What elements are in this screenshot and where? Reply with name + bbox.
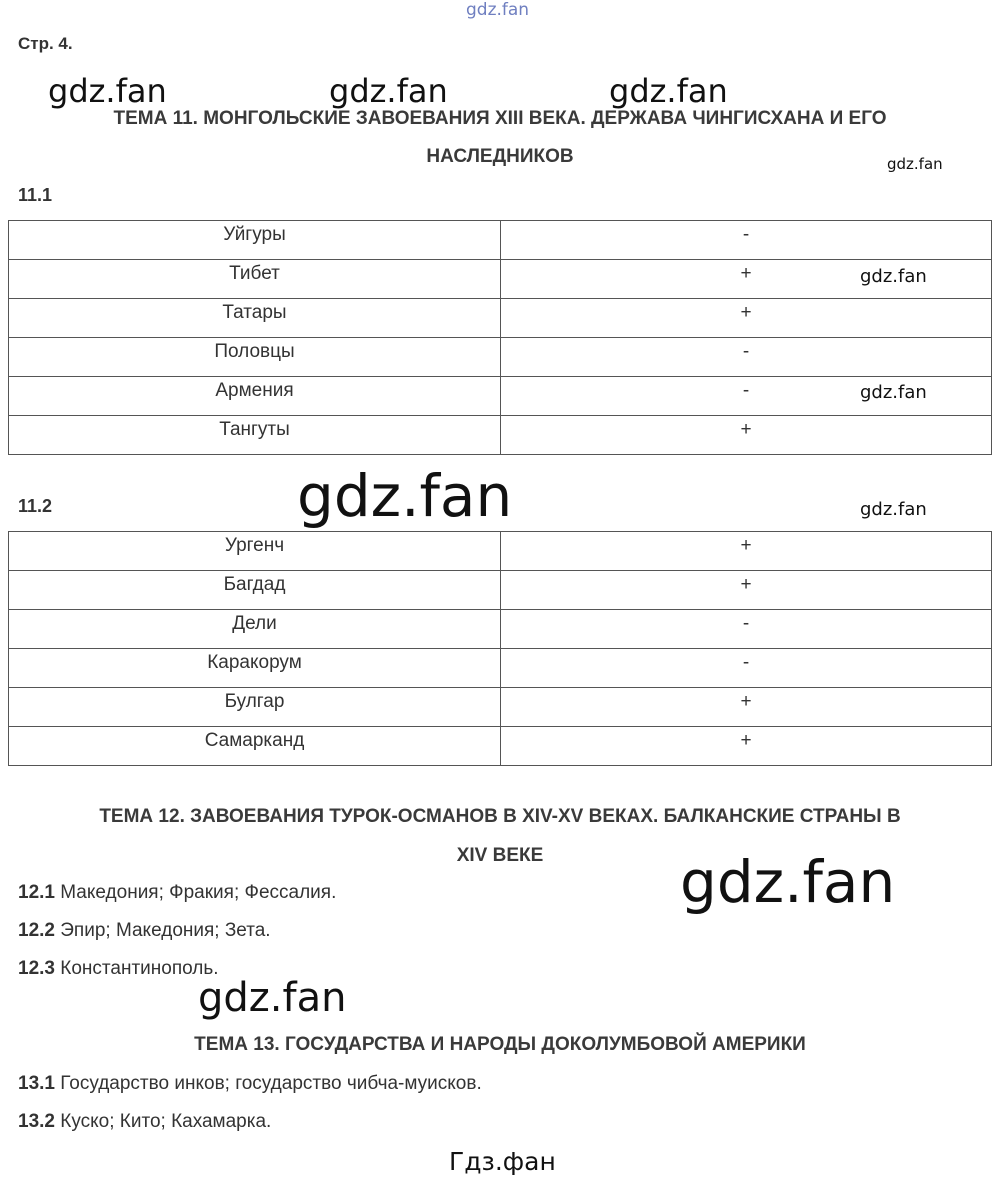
cell-mark: - (501, 610, 992, 649)
table-row (9, 416, 992, 455)
table-row (9, 649, 992, 688)
cell-name: Тибет (9, 260, 501, 299)
cell-mark: + (501, 571, 992, 610)
cell-name: Уйгуры (9, 221, 501, 260)
table-row (9, 571, 992, 610)
answer-text: Куско; Кито; Кахамарка. (54, 1111, 272, 1132)
cell-mark: + (501, 727, 992, 766)
topic12-title-line2: XIV ВЕКЕ (456, 845, 544, 866)
answer-text: Государство инков; государство чибча-муисков. (54, 1073, 482, 1094)
cell-name: Армения (9, 377, 501, 416)
table-row (9, 688, 992, 727)
table-row (9, 260, 992, 299)
task-11-1-label: 11.1 (18, 185, 53, 205)
cell-mark: + (501, 532, 992, 571)
cell-name: Татары (9, 299, 501, 338)
cell-mark: - (501, 338, 992, 377)
answer-13-2 (18, 1111, 271, 1133)
cell-name: Булгар (9, 688, 501, 727)
watermark-bottom: Гдз.фан (449, 1147, 556, 1176)
watermark: gdz.fan (609, 72, 728, 110)
topic13-title: ТЕМА 13. ГОСУДАРСТВА И НАРОДЫ ДОКОЛУМБОВОЙ АМЕРИКИ (194, 1034, 806, 1055)
topic12-title-line1: ТЕМА 12. ЗАВОЕВАНИЯ ТУРОК-ОСМАНОВ В XIV-XV ВЕКАХ. БАЛКАНСКИЕ СТРАНЫ В (99, 806, 901, 827)
watermark: gdz.fan (887, 155, 943, 173)
cell-name: Половцы (9, 338, 501, 377)
cell-name: Дели (9, 610, 501, 649)
table-row (9, 727, 992, 766)
cell-mark: - (501, 649, 992, 688)
cell-name: Багдад (9, 571, 501, 610)
cell-mark: + (501, 688, 992, 727)
answer-number: 13.1 (18, 1073, 55, 1094)
answer-text: Эпир; Македония; Зета. (54, 920, 271, 941)
cell-name: Ургенч (9, 532, 501, 571)
cell-mark: + (501, 416, 992, 455)
table-row (9, 338, 992, 377)
watermark: gdz.fan (297, 462, 513, 530)
table-row (9, 377, 992, 416)
table-11-2 (8, 531, 992, 766)
watermark: gdz.fan (198, 975, 347, 1021)
answer-number: 13.2 (18, 1111, 55, 1132)
answer-13-1 (18, 1073, 482, 1095)
cell-name: Тангуты (9, 416, 501, 455)
topic11-title-line2: НАСЛЕДНИКОВ (426, 146, 574, 167)
watermark: gdz.fan (860, 266, 927, 287)
answer-text: Македония; Фракия; Фессалия. (54, 882, 337, 903)
watermark: gdz.fan (860, 499, 927, 520)
watermark: gdz.fan (860, 382, 927, 403)
cell-mark: - (501, 221, 992, 260)
table-row (9, 221, 992, 260)
cell-mark: - (501, 377, 992, 416)
table-row (9, 299, 992, 338)
watermark-top: gdz.fan (466, 0, 530, 20)
answer-text: Константинополь. (54, 958, 219, 979)
table-row (9, 610, 992, 649)
table-row (9, 532, 992, 571)
table-11-1 (8, 220, 992, 455)
answer-12-2 (18, 920, 271, 942)
task-11-2-label: 11.2 (18, 496, 53, 516)
cell-name: Самарканд (9, 727, 501, 766)
answer-number: 12.3 (18, 958, 55, 979)
topic11-title-line1: ТЕМА 11. МОНГОЛЬСКИЕ ЗАВОЕВАНИЯ XIII ВЕКА. ДЕРЖАВА ЧИНГИСХАНА И ЕГО (113, 108, 887, 129)
answer-number: 12.2 (18, 920, 55, 941)
watermark: gdz.fan (680, 848, 896, 916)
answer-12-3 (18, 958, 219, 980)
answer-12-1 (18, 882, 336, 904)
cell-mark: + (501, 260, 992, 299)
watermark: gdz.fan (329, 72, 448, 110)
cell-mark: + (501, 299, 992, 338)
answer-number: 12.1 (18, 882, 55, 903)
watermark: gdz.fan (48, 72, 167, 110)
page-label: Стр. 4. (18, 34, 73, 53)
cell-name: Каракорум (9, 649, 501, 688)
